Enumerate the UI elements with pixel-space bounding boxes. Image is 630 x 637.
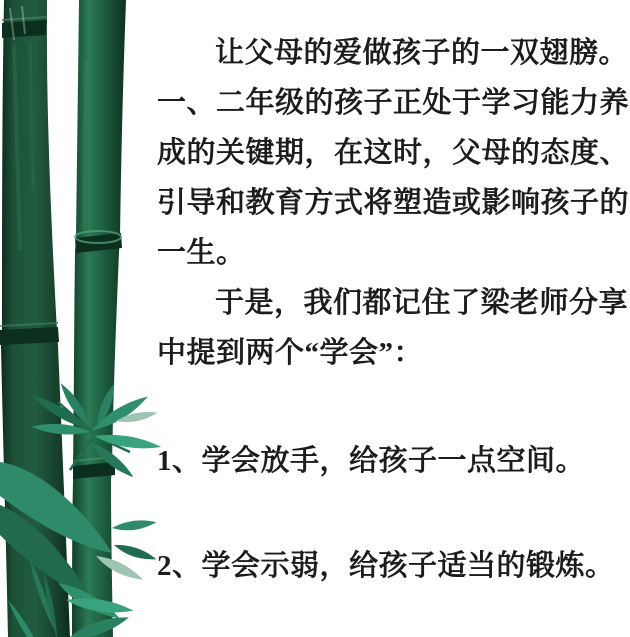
list-item-1: 1、学会放手，给孩子一点空间。 bbox=[157, 445, 586, 477]
text-line: 让父母的爱做孩子的一双翅膀。 bbox=[215, 37, 629, 69]
bamboo-illustration bbox=[0, 0, 168, 637]
article-text bbox=[157, 28, 628, 591]
text-line: 一、二年级的孩子正处于学习能力养 bbox=[157, 87, 630, 119]
text-line: 于是，我们都记住了梁老师分享 bbox=[215, 287, 629, 319]
text-line: 引导和教育方式将塑造或影响孩子的 bbox=[157, 187, 630, 219]
list-item-2: 2、学会示弱，给孩子适当的锻炼。 bbox=[157, 550, 615, 582]
text-line: 中提到两个“学会”： bbox=[157, 337, 424, 369]
text-line: 一生。 bbox=[157, 237, 246, 269]
text-line: 成的关键期，在这时，父母的态度、 bbox=[157, 137, 630, 169]
